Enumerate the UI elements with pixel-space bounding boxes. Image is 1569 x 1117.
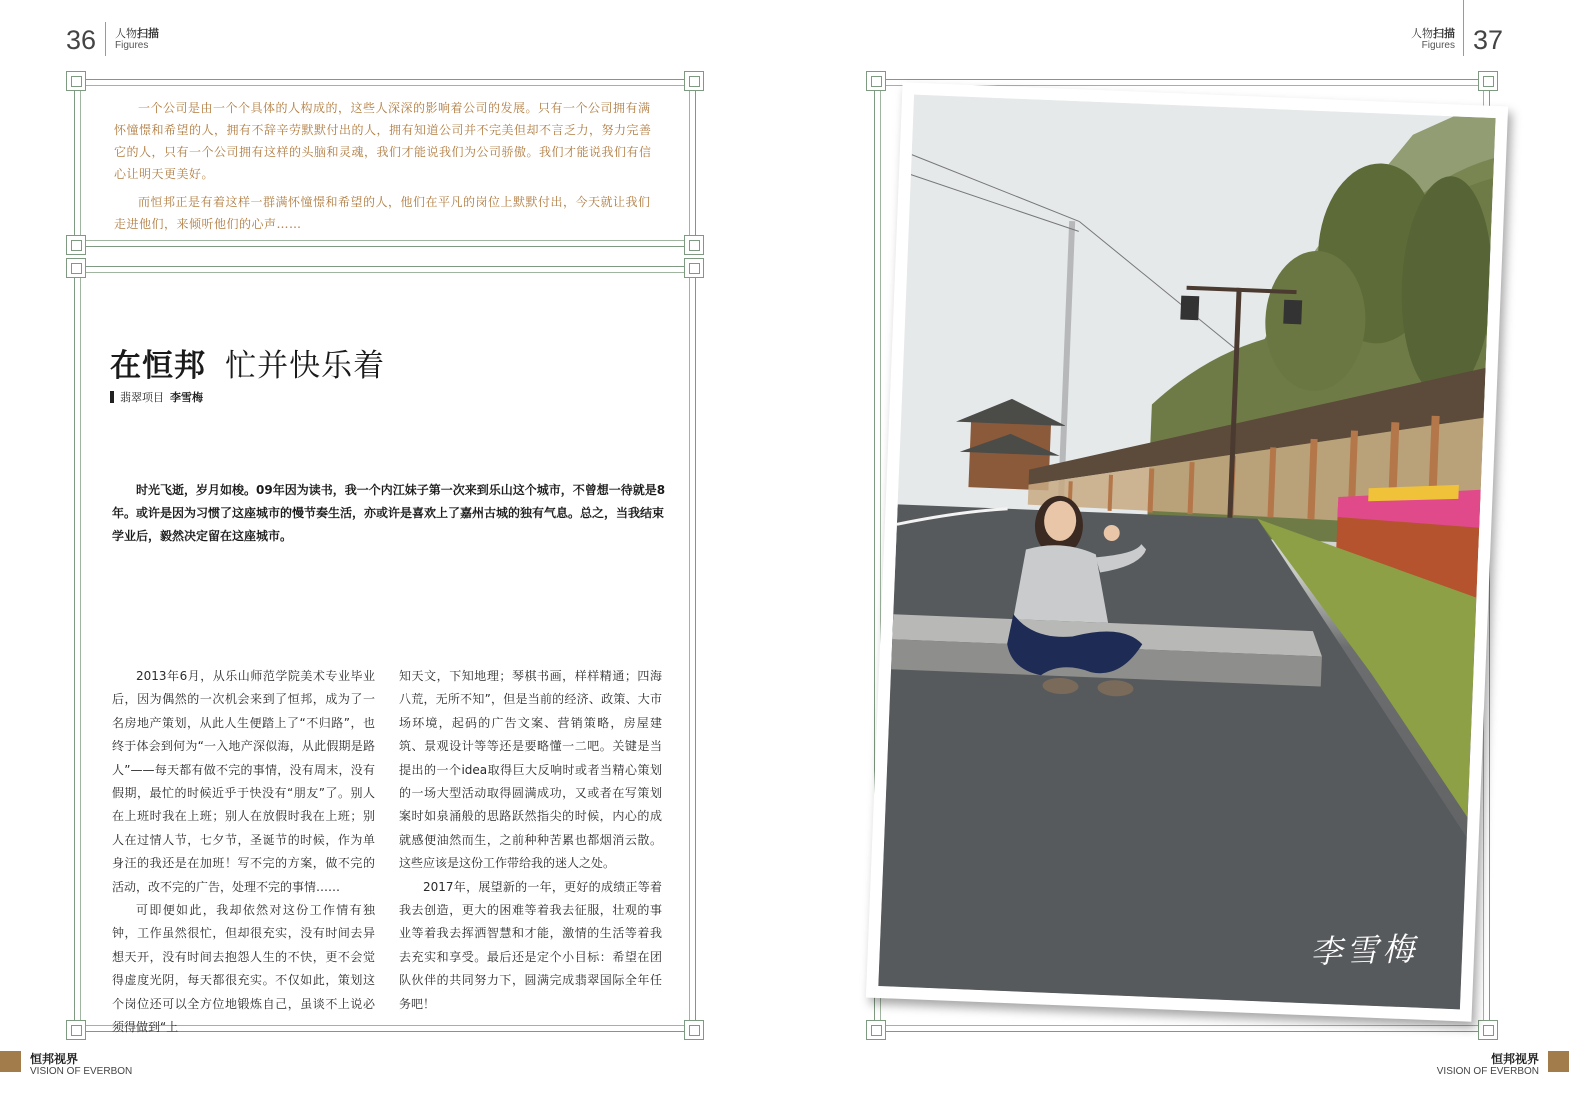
intro-paragraph: 一个公司是由一个个具体的人构成的，这些人深深的影响着公司的发展。只有一个公司拥有满怀憧憬和希望的人，拥有不辞辛劳默默付出的人，拥有知道公司并不完美但却不言乏力，努力完善它的人，只有一个公司拥有这样的头脑和灵魂，我们才能说我们为公司骄傲。我们才能说我们有信心让明天更美好。 [114,101,652,181]
lead-paragraph [112,479,666,548]
intro-text [114,97,662,235]
footer-square-right [1548,1051,1569,1072]
body-column-right [399,665,662,1016]
article-title-bold: 在恒邦 [110,348,206,384]
right-page-number: 37 [1473,25,1504,55]
corner-ornament [866,71,886,91]
magazine-name-cn: 恒邦视界 [1490,1052,1539,1066]
byline-author: 李雪梅 [170,391,203,404]
byline-department: 翡翠项目 [120,391,164,404]
body-column-left [112,665,375,1040]
magazine-name-en: VISION OF EVERBON [30,1066,133,1078]
left-page-number: 36 [66,25,97,55]
corner-ornament [684,235,704,255]
left-section-label [115,27,159,52]
corner-ornament [684,1020,704,1040]
corner-ornament [684,71,704,91]
corner-ornament [66,1020,86,1040]
byline [110,389,203,405]
right-section-label [1405,27,1455,52]
article-title-rest: 忙并快乐着 [225,348,386,384]
lead-text: 时光飞逝，岁月如梭。09年因为读书，我一个内江妹子第一次来到乐山这个城市，不曾想一待就是8年。或许是因为习惯了这座城市的慢节奏生活，亦或许是喜欢上了嘉州古城的独有气息。总之，当我结束学业后，毅然决定留在这座城市。 [112,483,666,543]
corner-ornament [66,235,86,255]
header-divider-left [105,22,106,56]
photo-scene [878,95,1495,1010]
body-paragraph: 2013年6月，从乐山师范学院美术专业毕业后，因为偶然的一次机会来到了恒邦，成为了一名房地产策划，从此人生便踏上了“不归路”，也终于体会到何为“一入地产深似海，从此假期是路人”——每天都有做不完的事情，没有周末，没有假期，最忙的时候近乎于快没有“朋友”了。别人在上班时我在上班；别人在放假时我在上班；别人在过情人节，七夕节，圣诞节的时候，作为单身汪的我还是在加班！写不完的方案，做不完的活动，改不完的广告，处理不完的事情…… [112,669,375,894]
article-title [110,340,385,385]
corner-ornament [1478,71,1498,91]
section-title-en: Figures [115,40,149,52]
footer-brand-left [30,1052,132,1078]
footer-brand-right [1420,1052,1539,1078]
body-paragraph: 2017年，展望新的一年，更好的成绩正等着我去创造，更大的困难等着我去征服，壮观的事业等着我去挥洒智慧和才能，激情的生活等着我去充实和享受。最后还是定个小目标：希望在团队伙伴的共同努力下，圆满完成翡翠国际全年任务吧！ [399,879,662,1011]
corner-ornament [1478,1020,1498,1040]
corner-ornament [684,258,704,278]
polaroid-photo [866,82,1508,1022]
magazine-name-en: VISION OF EVERBON [1436,1066,1539,1078]
footer-square-left [0,1051,21,1072]
corner-ornament [866,1020,886,1040]
section-title-en: Figures [1421,40,1455,52]
header-divider-right [1463,0,1464,56]
section-title-cn: 人物扫描 [1411,27,1455,40]
photo-signature: 李雪梅 [1309,929,1419,972]
section-title-cn: 人物扫描 [115,27,159,40]
corner-ornament [66,71,86,91]
body-paragraph: 可即便如此，我却依然对这份工作情有独钟，工作虽然很忙，但却很充实，没有时间去异想天开，没有时间去抱怨人生的不快，更不会觉得虚度光阴，每天都很充实。不仅如此，策划这个岗位还可以全方位地锻炼自己，虽谈不上说必须得做到“上 [112,903,375,1035]
intro-paragraph: 而恒邦正是有着这样一群满怀憧憬和希望的人，他们在平凡的岗位上默默付出，今天就让我们走进他们，来倾听他们的心声…… [114,195,651,231]
byline-marker [110,391,114,403]
corner-ornament [66,258,86,278]
magazine-name-cn: 恒邦视界 [30,1052,79,1066]
body-paragraph: 知天文，下知地理；琴棋书画，样样精通；四海八荒，无所不知”，但是当前的经济、政策、大市场环境，起码的广告文案、营销策略，房屋建筑、景观设计等等还是要略懂一二吧。关键是当提出的一个idea取得巨大反响时或者当精心策划的一场大型活动取得圆满成功，又或者在写策划案时如泉涌般的思路跃然指尖的时候，内心的成就感便油然而生，之前种种苦累也都烟消云散。这些应该是这份工作带给我的迷人之处。 [399,669,662,871]
portrait-photo [878,95,1495,1010]
